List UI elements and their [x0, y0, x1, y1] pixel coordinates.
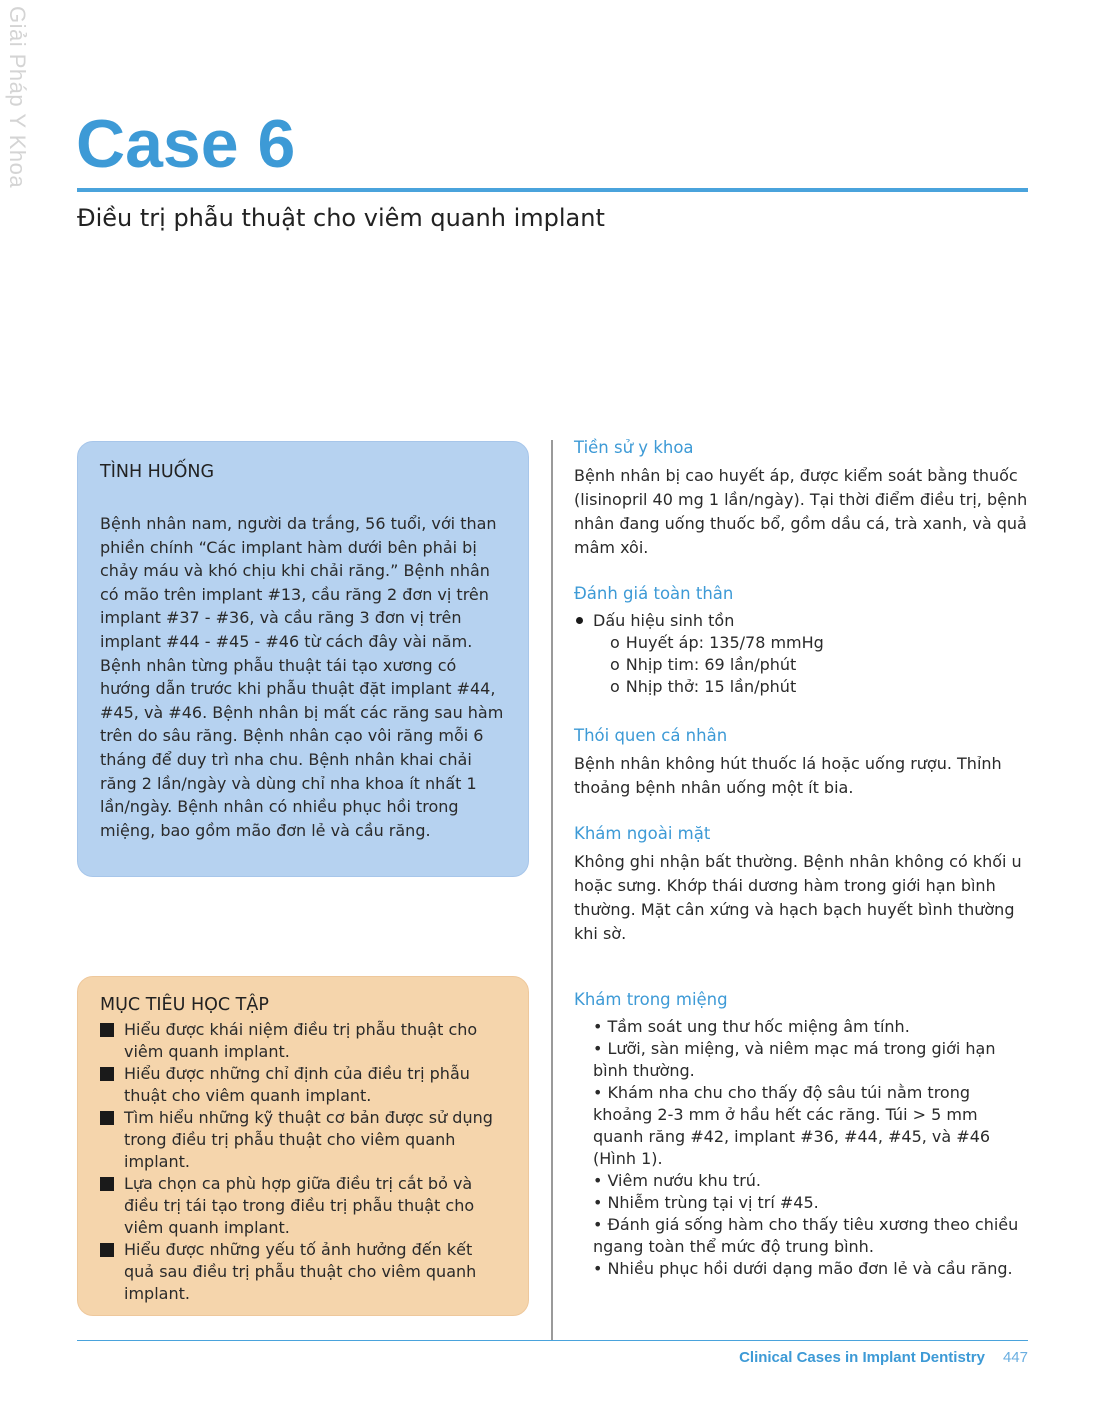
- personal-habits-text: Bệnh nhân không hút thuốc lá hoặc uống rượu. Thỉnh thoảng bệnh nhân uống một ít bia.: [574, 754, 1002, 797]
- objective-text: Tìm hiểu những kỹ thuật cơ bản được sử dụng trong điều trị phẫu thuật cho viêm quanh implant.: [124, 1108, 493, 1171]
- vital-sign-text: Nhịp tim: 69 lần/phút: [625, 655, 797, 674]
- footer-rule: [77, 1340, 1028, 1341]
- exam-finding-text: Đánh giá sống hàm cho thấy tiêu xương theo chiều ngang toàn thể mức độ trung bình.: [593, 1215, 1019, 1256]
- right-column: [574, 436, 1028, 1280]
- square-bullet-icon: [100, 1023, 114, 1037]
- systemic-assessment-section: [574, 582, 1028, 698]
- exam-finding: [593, 1082, 1028, 1170]
- vital-sign-text: Nhịp thở: 15 lần/phút: [625, 677, 797, 696]
- exam-finding-text: Nhiều phục hồi dưới dạng mão đơn lẻ và cầu răng.: [607, 1259, 1013, 1278]
- medical-history-section: [574, 436, 1028, 560]
- extraoral-exam-section: [574, 822, 1028, 946]
- small-dot-icon: •: [593, 1259, 603, 1278]
- circle-bullet-icon: o: [610, 655, 620, 674]
- exam-finding-text: Viêm nướu khu trú.: [607, 1171, 761, 1190]
- bullet-dot-icon: [576, 617, 583, 624]
- page-footer: [739, 1348, 1028, 1368]
- circle-bullet-icon: o: [610, 677, 620, 696]
- objective-text: Hiểu được khái niệm điều trị phẫu thuật cho viêm quanh implant.: [124, 1020, 478, 1061]
- objective-text: Hiểu được những chỉ định của điều trị phẫu thuật cho viêm quanh implant.: [124, 1064, 470, 1105]
- exam-finding: [593, 1214, 1028, 1258]
- title-rule: [77, 188, 1028, 192]
- learning-objectives-box: [77, 976, 529, 1316]
- extraoral-exam-text: Không ghi nhận bất thường. Bệnh nhân không có khối u hoặc sưng. Khớp thái dương hàm trong giới hạn bình thường. Mặt cân xứng và hạch bạch huyết bình thường khi sờ.: [574, 852, 1022, 943]
- square-bullet-icon: [100, 1111, 114, 1125]
- situation-heading: TÌNH HUỐNG: [100, 462, 215, 482]
- intraoral-exam-heading: Khám trong miệng: [574, 990, 728, 1009]
- vitals-sub-list: [574, 632, 1028, 698]
- circle-bullet-icon: o: [610, 633, 620, 652]
- exam-finding-text: Nhiễm trùng tại vị trí #45.: [607, 1193, 819, 1212]
- footer-book-title: Clinical Cases in Implant Dentistry: [739, 1349, 985, 1366]
- personal-habits-section: [574, 724, 1028, 800]
- objectives-list: [100, 1019, 506, 1305]
- vital-sign-text: Huyết áp: 135/78 mmHg: [625, 633, 824, 652]
- small-dot-icon: •: [593, 1193, 603, 1212]
- square-bullet-icon: [100, 1243, 114, 1257]
- objective-item: [100, 1239, 506, 1305]
- exam-finding-text: Tầm soát ung thư hốc miệng âm tính.: [607, 1017, 910, 1036]
- small-dot-icon: •: [593, 1039, 603, 1058]
- vital-sign-item: [610, 654, 1028, 676]
- vital-sign-item: [610, 632, 1028, 654]
- systemic-assessment-heading: Đánh giá toàn thân: [574, 584, 734, 603]
- intraoral-exam-section: [574, 988, 1028, 1280]
- exam-finding-text: Lưỡi, sàn miệng, và niêm mạc má trong giới hạn bình thường.: [593, 1039, 996, 1080]
- extraoral-exam-heading: Khám ngoài mặt: [574, 824, 711, 843]
- case-title: Case 6: [76, 106, 296, 182]
- medical-history-heading: Tiền sử y khoa: [574, 438, 694, 457]
- vital-sign-item: [610, 676, 1028, 698]
- exam-finding: [593, 1016, 1028, 1038]
- square-bullet-icon: [100, 1067, 114, 1081]
- situation-box: [77, 441, 529, 877]
- objective-item: [100, 1063, 506, 1107]
- intraoral-exam-list: [574, 1016, 1028, 1280]
- page-number: 447: [1002, 1349, 1028, 1366]
- objectives-heading: MỤC TIÊU HỌC TẬP: [100, 995, 269, 1015]
- square-bullet-icon: [100, 1177, 114, 1191]
- objective-item: [100, 1107, 506, 1173]
- objective-item: [100, 1173, 506, 1239]
- small-dot-icon: •: [593, 1083, 603, 1102]
- vitals-bullet: [574, 610, 1028, 698]
- exam-finding: [593, 1258, 1028, 1280]
- small-dot-icon: •: [593, 1171, 603, 1190]
- exam-finding: [593, 1038, 1028, 1082]
- column-divider: [551, 440, 553, 1340]
- vitals-label: Dấu hiệu sinh tồn: [593, 611, 735, 630]
- personal-habits-heading: Thói quen cá nhân: [574, 726, 728, 745]
- situation-text: Bệnh nhân nam, người da trắng, 56 tuổi, với than phiền chính “Các implant hàm dưới bên phải bị chảy máu và khó chịu khi chải răng.” Bệnh nhân có mão trên implant #13, cầu răng 2 đơn vị trên implant #37 - #36, và cầu răng 3 đơn vị trên implant #44 - #45 - #46 từ cách đây vài năm. Bệnh nhân từng phẫu thuật tái tạo xương có hướng dẫn trước khi phẫu thuật đặt implant #44, #45, và #46. Bệnh nhân bị mất các răng sau hàm trên do sâu răng. Bệnh nhân cạo vôi răng mỗi 6 tháng để duy trì nha chu. Bệnh nhân khai chải răng 2 lần/ngày và dùng chỉ nha khoa ít nhất 1 lần/ngày. Bệnh nhân có nhiều phục hồi trong miệng, bao gồm mão đơn lẻ và cầu răng.: [100, 514, 504, 840]
- objective-text: Hiểu được những yếu tố ảnh hưởng đến kết quả sau điều trị phẫu thuật cho viêm quanh implant.: [124, 1240, 477, 1303]
- objective-item: [100, 1019, 506, 1063]
- vitals-list: [574, 610, 1028, 698]
- medical-history-text: Bệnh nhân bị cao huyết áp, được kiểm soát bằng thuốc (lisinopril 40 mg 1 lần/ngày). Tại thời điểm điều trị, bệnh nhân đang uống thuốc bổ, gồm dầu cá, trà xanh, và quả mâm xôi.: [574, 466, 1028, 557]
- side-watermark: Giải Pháp Y Khoa: [5, 6, 30, 189]
- exam-finding: [593, 1170, 1028, 1192]
- small-dot-icon: •: [593, 1017, 603, 1036]
- exam-finding-text: Khám nha chu cho thấy độ sâu túi nằm trong khoảng 2-3 mm ở hầu hết các răng. Túi > 5 mm quanh răng #42, implant #36, #44, #45, và #46 (Hình 1).: [593, 1083, 991, 1168]
- exam-finding: [593, 1192, 1028, 1214]
- case-subtitle: Điều trị phẫu thuật cho viêm quanh implant: [77, 204, 605, 232]
- small-dot-icon: •: [593, 1215, 603, 1234]
- objective-text: Lựa chọn ca phù hợp giữa điều trị cắt bỏ và điều trị tái tạo trong điều trị phẫu thuật cho viêm quanh implant.: [124, 1174, 475, 1237]
